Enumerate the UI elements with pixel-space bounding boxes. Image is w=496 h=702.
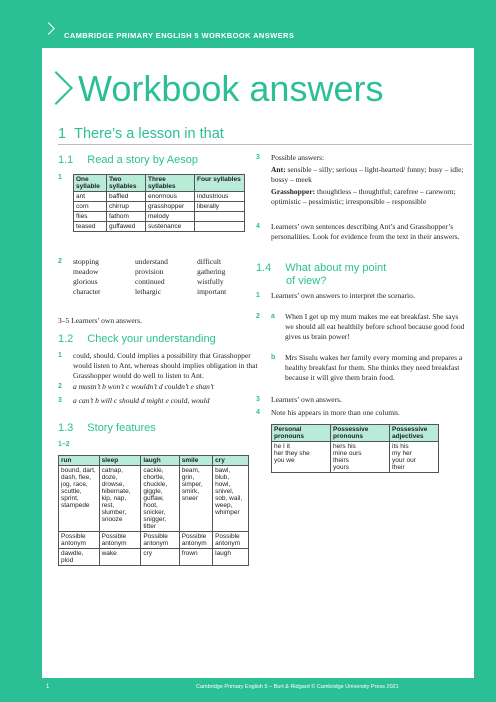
section-1-2-heading: 1.2 Check your understanding [58,333,216,345]
section-1-3-heading: 1.3 Story features [58,422,156,434]
answer-1-4-2b: Mrs Sisulu wakes her family every morning and prepares a healthy breakfast for them. She thinks they need breakfast because it will give them brain food. [285,353,463,382]
question-number: 3 [256,154,260,161]
question-number: 1–2 [58,441,70,448]
table-row: Possible antonym Possible antonym Possible antonym Possible antonym Possible antonym [59,532,249,549]
table-header-row: Personal pronouns Possessive pronouns Possessive adjectives [272,425,439,442]
table-row: he I it her they she you we hers his mine ours theirs yours its his my her your our their [272,442,439,473]
answer-1-4-2a: When I get up my mum makes me eat breakfast. She says we should all eat healthily before school because good food gives us brain power! [285,312,465,341]
table-row: corn chirrup grasshopper liberally [74,202,245,212]
table-row: bound, dart, dash, flee, jog, race, scuttle, sprint, stampede catnap, doze, drowse, hibernate, kip, nap, rest, slumber, snooze cackle, chortle, chuckle, giggle, guffaw, hoot, snicker, snigger, titter beam, grin, simper, smirk, sneer bawl, blub, howl, snivel, sob, wail, weep, whimper [59,466,249,532]
unit-title: 1 There’s a lesson in that [58,126,224,142]
story-features-table [58,455,249,566]
question-number: 3 [58,397,62,404]
unit-divider [58,144,472,145]
question-number: 3 [256,396,260,403]
question-number: 1 [58,352,62,359]
brand-text: CAMBRIDGE PRIMARY ENGLISH 5 WORKBOOK ANSWERS [64,31,295,40]
left-margin-strip [0,48,42,678]
header-bar [0,0,496,48]
question-letter: b [271,354,276,361]
answer-1-4-3: Learners’ own answers. [271,395,342,404]
question-number: 4 [256,409,260,416]
question-number: 4 [256,223,260,230]
question-number: 1 [58,174,62,181]
answer-1-2-1: could, should. Could implies a possibility that Grasshopper would listen to Ant, whereas should implies obligation in that Grasshopper would do well to listen to Ant. [73,351,258,380]
table-row: teased guffawed sustenance [74,222,245,232]
chevron-right-icon [39,71,73,105]
answer-1-2-3: a can’t b will c should d might e could, would [73,396,210,405]
page-title: Workbook answers [78,68,384,109]
footer-bar [0,678,496,702]
syllable-table [73,174,245,232]
right-margin-strip [474,48,496,678]
question-number: 2 [256,313,260,320]
pronoun-table [271,424,439,473]
answer-1-4-1: Learners’ own answers to interpret the scenario. [271,291,415,300]
chevron-right-icon [42,22,55,35]
word-grid: stopping understand difficult meadow provision gathering glorious continued wistfully character lethargic important [73,257,227,296]
question-number: 1 [256,292,260,299]
copyright: Cambridge Primary English 5 – Burt & Ridgard © Cambridge University Press 2021 [196,684,399,690]
table-header-row: One syllable Two syllables Three syllables Four syllables [74,175,245,192]
section-1-4-heading: 1.4 What about my point of view? [256,262,387,287]
answer-1-2-2: a mustn’t b won’t c wouldn’t d couldn’t e shan’t [73,382,214,391]
answer-3-5: 3–5 Learners’ own answers. [58,316,142,325]
question-number: 2 [58,383,62,390]
question-letter: a [271,313,275,320]
question-number: 2 [58,258,62,265]
answer-1-1-4: Learners’ own sentences describing Ant’s and Grasshopper’s personalities. Look for evidence from the text in their answers. [271,222,460,241]
answer-1-1-3: Possible answers: Ant: sensible – silly; serious – light-hearted/ funny; busy – idle; bossy – meek Grasshopper: thoughtless – thoughtful; carefree – careworn; optimistic – pessimistic; irresponsible – responsible [271,153,464,206]
table-header-row: run sleep laugh smile cry [59,456,249,466]
section-1-1-heading: 1.1 Read a story by Aesop [58,154,198,166]
table-row: dawdle, plod wake cry frown laugh [59,549,249,566]
page-number: 1 [46,684,50,690]
table-row: ant baffled enormous industrious [74,192,245,202]
answer-1-4-4: Note his appears in more than one column. [271,408,400,417]
table-row: flies fathom melody [74,212,245,222]
